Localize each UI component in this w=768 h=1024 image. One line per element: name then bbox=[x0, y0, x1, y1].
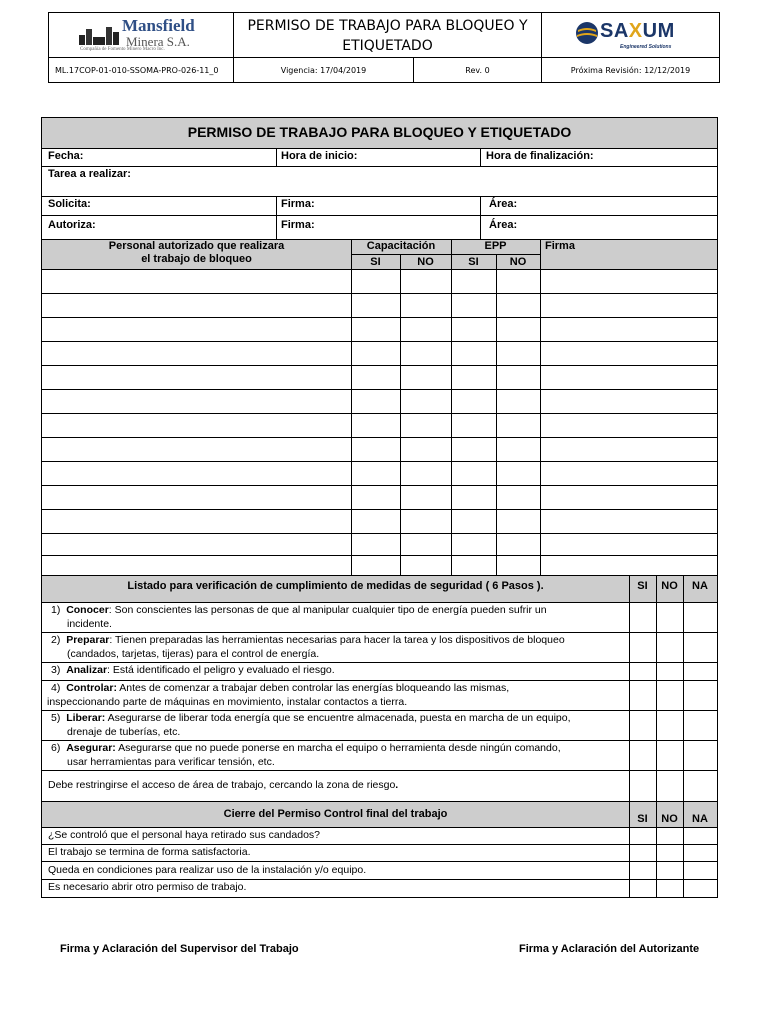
header-meta-row bbox=[49, 58, 719, 82]
closure-item-1: ¿Se controló que el personal haya retirado sus candados? bbox=[48, 829, 321, 841]
supervisor-signature-label: Firma y Aclaración del Supervisor del Trabajo bbox=[60, 943, 299, 955]
header-top-row bbox=[49, 13, 719, 58]
checklist-si: SI bbox=[637, 580, 648, 592]
closure-title: Cierre del Permiso Control final del trabajo bbox=[223, 808, 448, 820]
step-1: 1) Conocer: Son conscientes las personas de que al manipular cualquier tipo de energía pueden sufrir un incidente. bbox=[51, 604, 547, 630]
closure-item-3: Queda en condiciones para realizar uso de la instalación y/o equipo. bbox=[48, 864, 367, 876]
permit-form bbox=[41, 117, 718, 898]
personal-header-2: el trabajo de bloqueo bbox=[141, 253, 252, 265]
autoriza-label: Autoriza: bbox=[48, 219, 96, 231]
mansfield-subtitle: Minera S.A. bbox=[126, 34, 190, 49]
epp-no: NO bbox=[509, 256, 527, 268]
cap-no: NO bbox=[417, 256, 434, 268]
document-header bbox=[48, 12, 720, 83]
closure-na: NA bbox=[692, 813, 708, 825]
doc-revision: Rev. 0 bbox=[414, 58, 542, 82]
mansfield-blocks-icon bbox=[79, 23, 119, 45]
closure-item-4: Es necesario abrir otro permiso de trabajo. bbox=[48, 881, 247, 893]
saxum-name bbox=[600, 20, 675, 43]
tarea-label: Tarea a realizar: bbox=[48, 168, 131, 180]
solicita-area-label: Área: bbox=[489, 198, 518, 210]
checklist-na: NA bbox=[692, 580, 708, 592]
closure-no: NO bbox=[661, 813, 678, 825]
restrict-access-note: Debe restringirse el acceso de área de trabajo, cercando la zona de riesgo. bbox=[48, 779, 399, 791]
doc-next-review: Próxima Revisión: 12/12/2019 bbox=[570, 65, 691, 75]
autoriza-area-label: Área: bbox=[489, 219, 518, 231]
checklist-no: NO bbox=[661, 580, 678, 592]
step-5: 5) Liberar: Asegurarse de liberar toda energía que se encuentre almacenada, puesta en marcha de un equipo, drenaje de tuberías, etc. bbox=[51, 712, 571, 738]
epp-si: SI bbox=[468, 256, 479, 268]
hora-inicio-label: Hora de inicio: bbox=[281, 150, 358, 162]
saxum-globe-icon bbox=[575, 21, 599, 45]
mansfield-name: Mansfield bbox=[122, 16, 195, 35]
saxum-logo bbox=[542, 13, 719, 58]
fecha-label: Fecha: bbox=[48, 150, 84, 162]
step-6: 6) Asegurar: Asegurarse que no puede ponerse en marcha el equipo o herramienta desde ningún comando, usar herramientas para verificar tensión, etc. bbox=[51, 742, 561, 768]
saxum-tagline: Engineered Solutions bbox=[620, 44, 672, 50]
header-title: PERMISO DE TRABAJO PARA BLOQUEO Y ETIQUETADO bbox=[247, 17, 528, 54]
step-4: 4) Controlar: Antes de comenzar a trabajar deben controlar las energías bloqueando las mismas, inspeccionando parte de máquinas en movimiento, instalar contactos a tierra. bbox=[47, 682, 510, 708]
saxum-name-a: SA bbox=[600, 20, 629, 42]
saxum-name-b: UM bbox=[642, 20, 675, 42]
autorizante-signature-label: Firma y Aclaración del Autorizante bbox=[519, 943, 700, 955]
solicita-label: Solicita: bbox=[48, 198, 91, 210]
hora-fin-label: Hora de finalización: bbox=[486, 150, 594, 162]
cap-si: SI bbox=[370, 256, 381, 268]
step-3: 3) Analizar: Está identificado el peligro y evaluado el riesgo. bbox=[51, 664, 335, 676]
mansfield-tagline: Compañía de Fomento Minero Macro Inc. bbox=[80, 47, 165, 52]
mansfield-logo bbox=[49, 13, 234, 58]
epp-header: EPP bbox=[484, 240, 507, 252]
autoriza-firma-label: Firma: bbox=[281, 219, 315, 231]
capacitacion-header: Capacitación bbox=[366, 240, 436, 252]
checklist-title: Listado para verificación de cumplimiento de medidas de seguridad ( 6 Pasos ). bbox=[127, 580, 544, 592]
step-2: 2) Preparar: Tienen preparadas las herramientas necesarias para hacer la tarea y los dispositivos de bloqueo (candados, tarjetas, tijeras) para el control de energía. bbox=[51, 634, 565, 660]
form-title: PERMISO DE TRABAJO PARA BLOQUEO Y ETIQUETADO bbox=[187, 124, 572, 140]
doc-vigencia: Vigencia: 17/04/2019 bbox=[234, 58, 414, 82]
closure-si: SI bbox=[637, 813, 648, 825]
firma-column-header: Firma bbox=[545, 240, 575, 252]
solicita-firma-label: Firma: bbox=[281, 198, 315, 210]
closure-item-2: El trabajo se termina de forma satisfactoria. bbox=[48, 846, 251, 858]
header-title-cell bbox=[234, 13, 542, 58]
doc-code: ML.17COP-01-010-SSOMA-PRO-026-11_0 bbox=[49, 58, 234, 82]
saxum-name-x: X bbox=[628, 20, 643, 42]
personal-header-1: Personal autorizado que realizara bbox=[108, 240, 285, 252]
